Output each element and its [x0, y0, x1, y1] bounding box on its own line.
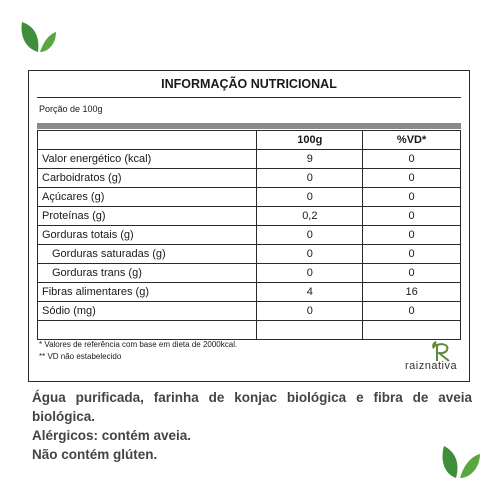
divider [37, 97, 461, 98]
table-row [38, 283, 461, 302]
empty-cell [257, 321, 363, 340]
footnote: * Valores de referência com base em dieta de 2000kcal. [39, 340, 238, 349]
nutrient-label: Açúcares (g) [38, 188, 257, 207]
table-row-empty [38, 321, 461, 340]
table-row [38, 264, 461, 283]
table-row [38, 188, 461, 207]
value-per-100g: 0 [257, 226, 363, 245]
value-vd: 0 [363, 226, 461, 245]
table-row [38, 245, 461, 264]
value-per-100g: 0 [257, 245, 363, 264]
header-cell [38, 131, 257, 150]
divider-bar [37, 123, 461, 129]
value-vd: 0 [363, 188, 461, 207]
footnote: ** VD não estabelecido [39, 352, 122, 361]
gluten-text: Não contém glúten. [32, 447, 158, 462]
value-vd: 0 [363, 264, 461, 283]
product-description [32, 388, 472, 464]
value-vd: 0 [363, 150, 461, 169]
table-header-row [38, 131, 461, 150]
table-row [38, 302, 461, 321]
allergens-text: Alérgicos: contém aveia. [32, 428, 192, 443]
table-row [38, 150, 461, 169]
table-row [38, 169, 461, 188]
nutrient-label: Gorduras totais (g) [38, 226, 257, 245]
value-per-100g: 0 [257, 264, 363, 283]
nutrient-label: Gorduras trans (g) [38, 264, 257, 283]
empty-cell [363, 321, 461, 340]
nutrient-label: Fibras alimentares (g) [38, 283, 257, 302]
ingredients-text: Água purificada, farinha de konjac biológica e fibra de aveia biológica. [32, 390, 472, 424]
table-row [38, 226, 461, 245]
header-cell: 100g [257, 131, 363, 150]
value-vd: 0 [363, 245, 461, 264]
value-vd: 0 [363, 207, 461, 226]
table-row [38, 207, 461, 226]
value-vd: 0 [363, 169, 461, 188]
nutrient-label: Valor energético (kcal) [38, 150, 257, 169]
value-per-100g: 0 [257, 302, 363, 321]
nutrient-label: Sódio (mg) [38, 302, 257, 321]
leaf-icon [18, 20, 58, 59]
nutrition-table [37, 130, 461, 340]
value-per-100g: 0 [257, 188, 363, 207]
header-cell: %VD* [363, 131, 461, 150]
value-per-100g: 0 [257, 169, 363, 188]
nutrient-label: Carboidratos (g) [38, 169, 257, 188]
brand-logo [401, 341, 467, 377]
nutrient-label: Proteínas (g) [38, 207, 257, 226]
nutrient-label: Gorduras saturadas (g) [38, 245, 257, 264]
value-per-100g: 9 [257, 150, 363, 169]
logo-text: raiznativa [405, 360, 458, 372]
value-vd: 16 [363, 283, 461, 302]
value-per-100g: 4 [257, 283, 363, 302]
value-vd: 0 [363, 302, 461, 321]
value-per-100g: 0,2 [257, 207, 363, 226]
empty-cell [38, 321, 257, 340]
panel-title: INFORMAÇÃO NUTRICIONAL [161, 77, 337, 91]
portion-label: Porção de 100g [39, 104, 103, 114]
nutrition-panel [28, 70, 470, 382]
